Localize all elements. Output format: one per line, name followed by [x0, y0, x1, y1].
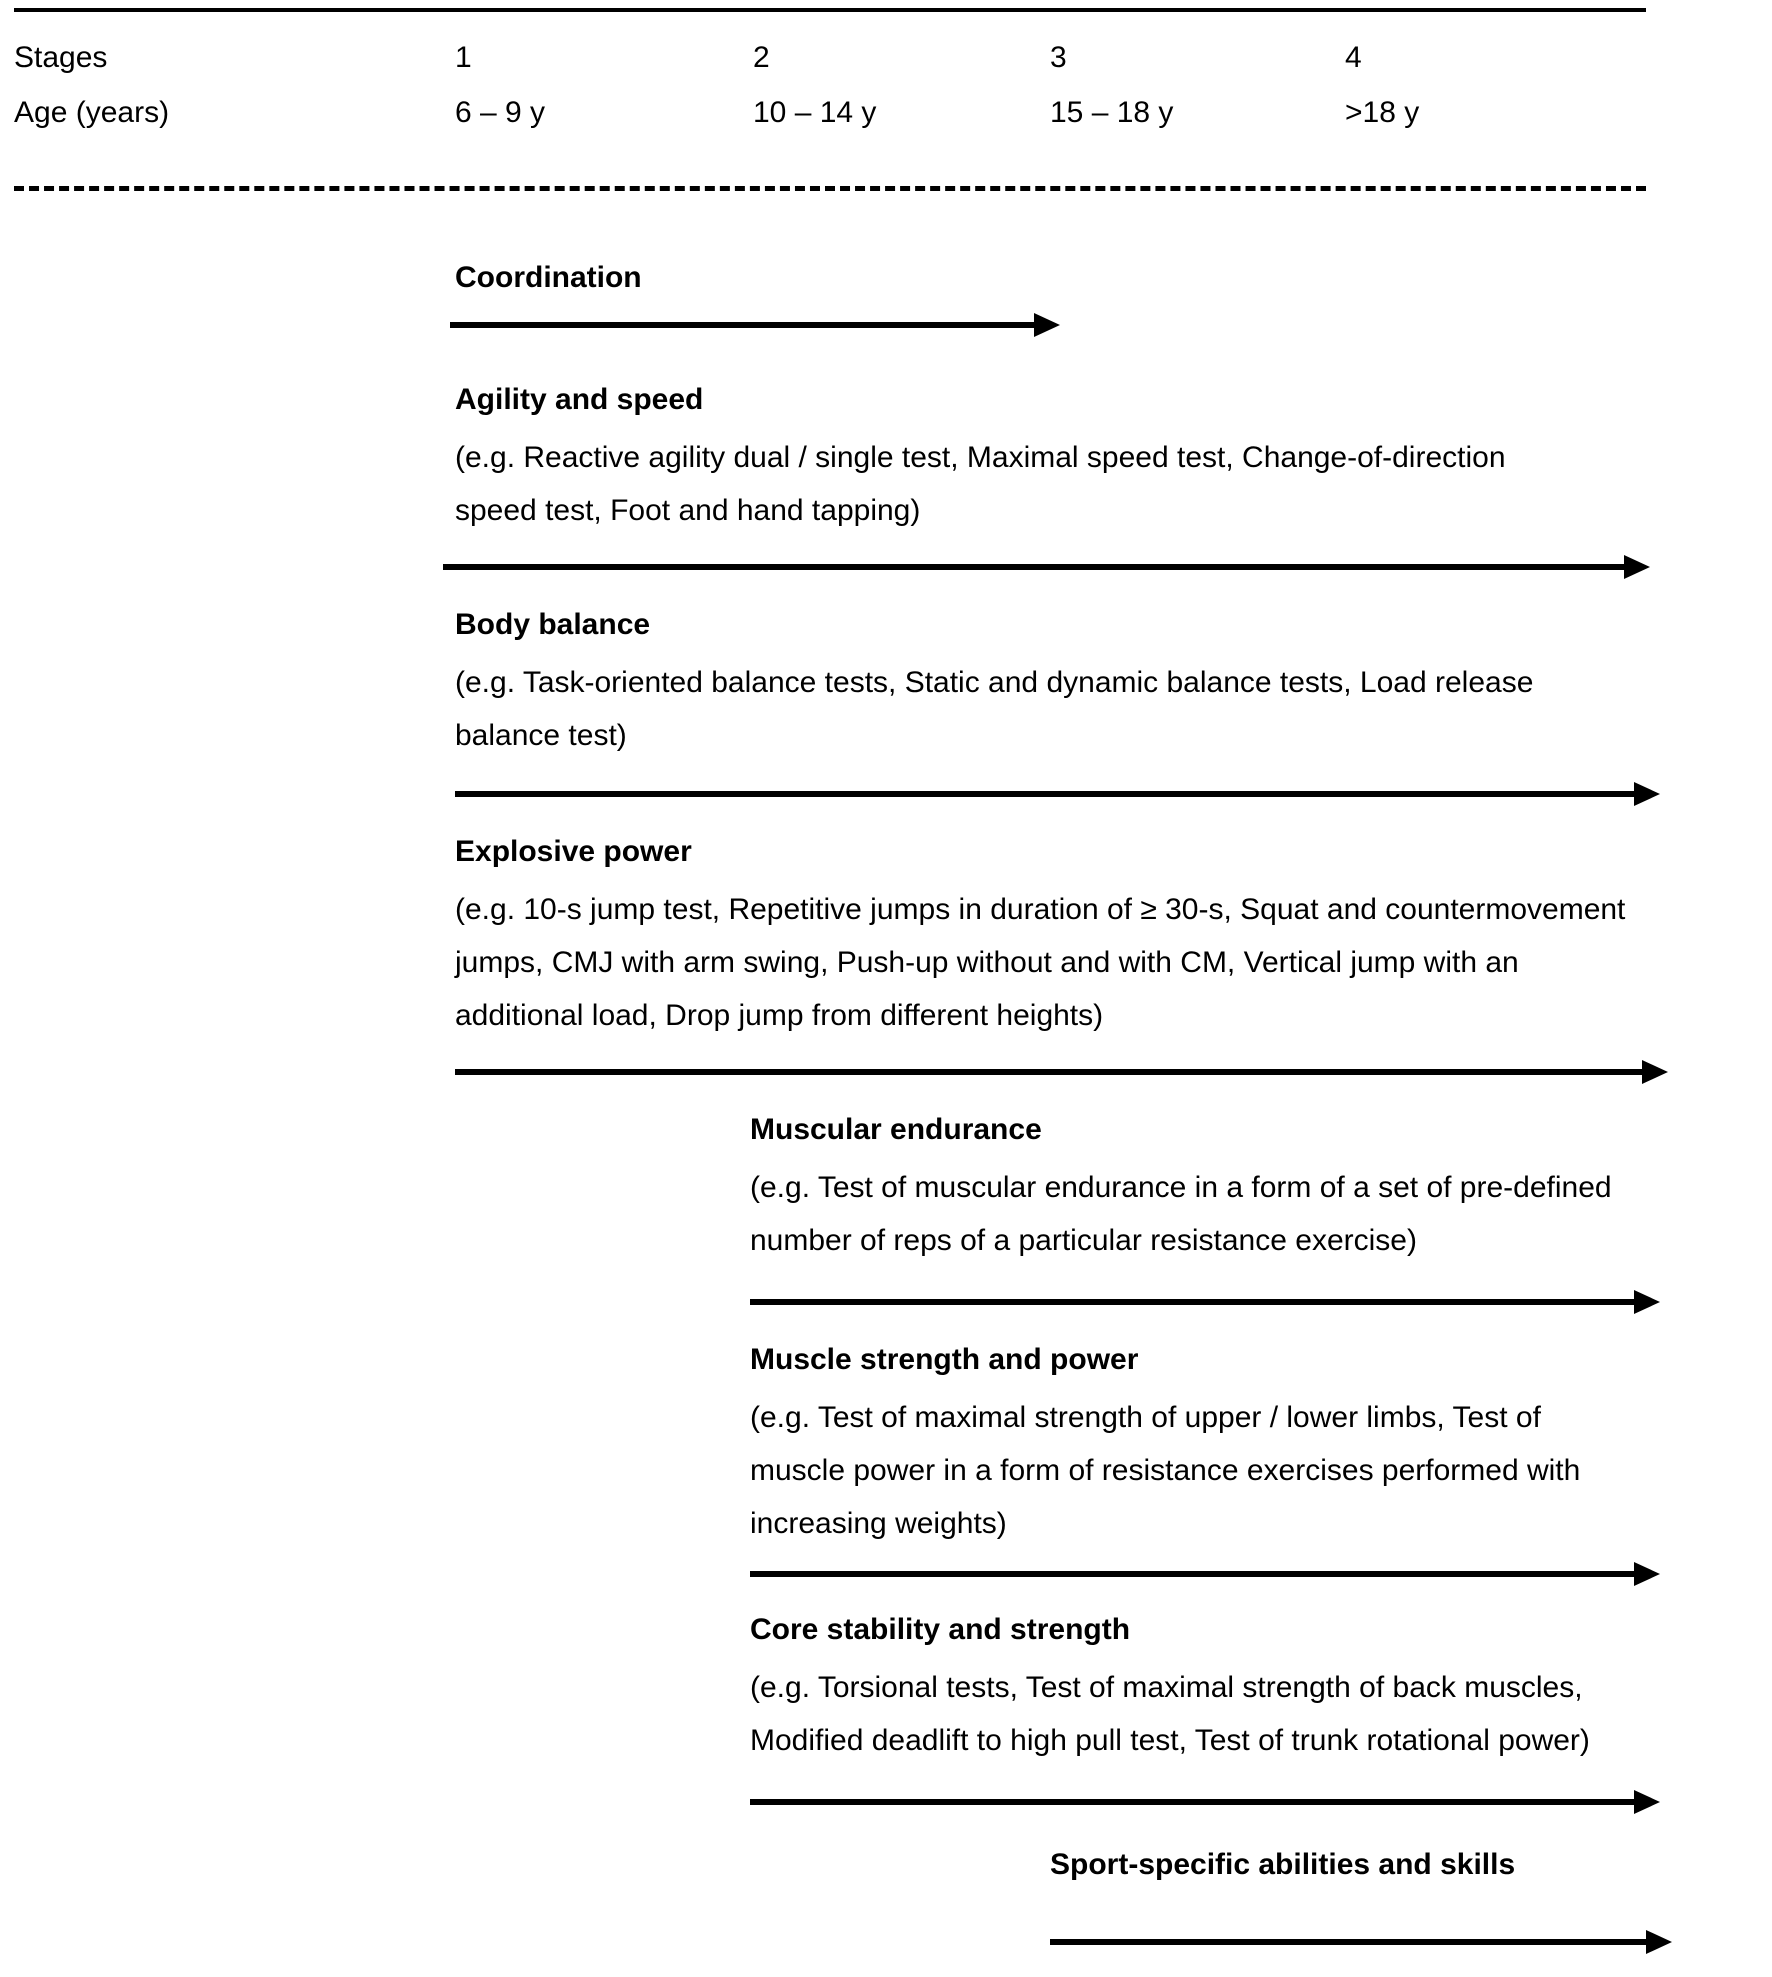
block-description-line: speed test, Foot and hand tapping): [455, 494, 921, 527]
arrow-head: [1634, 1790, 1660, 1814]
arrow-muscle-strength-and-power: [750, 1562, 1660, 1586]
block-title: Muscular endurance: [750, 1113, 1042, 1146]
arrow-shaft: [450, 322, 1034, 328]
stage-value-3: 3: [1050, 41, 1067, 74]
block-description-line: balance test): [455, 719, 627, 752]
block-description-line: increasing weights): [750, 1507, 1007, 1540]
age-value-2: 10 – 14 y: [753, 96, 877, 129]
arrow-head: [1634, 782, 1660, 806]
stage-value-2: 2: [753, 41, 770, 74]
block-description-line: (e.g. Task-oriented balance tests, Static and dynamic balance tests, Load release: [455, 666, 1534, 699]
block-title: Agility and speed: [455, 383, 704, 416]
arrow-shaft: [1050, 1939, 1646, 1945]
block-agility-and-speed: [0, 380, 1772, 537]
arrow-shaft: [443, 564, 1624, 570]
block-description-line: (e.g. Reactive agility dual / single test, Maximal speed test, Change-of-direction: [455, 441, 1506, 474]
block-body-balance: [0, 605, 1772, 762]
stage-value-4: 4: [1345, 41, 1362, 74]
block-muscle-strength-and-power: [0, 1340, 1772, 1550]
block-description-line: (e.g. Test of muscular endurance in a form of a set of pre-defined: [750, 1171, 1612, 1204]
block-description-line: (e.g. Torsional tests, Test of maximal strength of back muscles,: [750, 1671, 1583, 1704]
block-description-line: (e.g. Test of maximal strength of upper / lower limbs, Test of: [750, 1401, 1541, 1434]
block-title: Explosive power: [455, 835, 692, 868]
age-value-3: 15 – 18 y: [1050, 96, 1174, 129]
block-description-line: number of reps of a particular resistance exercise): [750, 1224, 1417, 1257]
block-coordination: [0, 258, 1772, 298]
row-label-age: Age (years): [14, 96, 170, 129]
arrow-head: [1646, 1930, 1672, 1954]
block-title: Body balance: [455, 608, 651, 641]
arrow-coordination: [450, 313, 1060, 337]
arrow-explosive-power: [455, 1060, 1668, 1084]
table-row-stages: [0, 38, 1772, 84]
block-explosive-power: [0, 832, 1772, 1042]
block-sport-specific-abilities-and-skills: [0, 1845, 1772, 1885]
row-label-stages: Stages: [14, 41, 108, 74]
arrow-body-balance: [455, 782, 1660, 806]
arrow-sport-specific-abilities-and-skills: [1050, 1930, 1672, 1954]
block-core-stability-and-strength: [0, 1610, 1772, 1767]
arrow-head: [1634, 1290, 1660, 1314]
table-row-age: [0, 93, 1772, 139]
table-bottom-dashed-rule: [14, 186, 1646, 191]
arrow-head: [1624, 555, 1650, 579]
arrow-shaft: [455, 1069, 1642, 1075]
block-description-line: (e.g. 10-s jump test, Repetitive jumps in duration of ≥ 30-s, Squat and countermovement: [455, 893, 1626, 926]
block-description-line: jumps, CMJ with arm swing, Push-up without and with CM, Vertical jump with an: [455, 946, 1519, 979]
block-description-line: additional load, Drop jump from different heights): [455, 999, 1104, 1032]
block-muscular-endurance: [0, 1110, 1772, 1267]
block-title: Core stability and strength: [750, 1613, 1131, 1646]
age-value-1: 6 – 9 y: [455, 96, 546, 129]
block-title: Muscle strength and power: [750, 1343, 1139, 1376]
block-description-line: Modified deadlift to high pull test, Test of trunk rotational power): [750, 1724, 1590, 1757]
arrow-agility-and-speed: [443, 555, 1650, 579]
arrow-head: [1634, 1562, 1660, 1586]
block-title: Sport-specific abilities and skills: [1050, 1848, 1516, 1881]
arrow-muscular-endurance: [750, 1290, 1660, 1314]
arrow-shaft: [750, 1571, 1634, 1577]
arrow-shaft: [455, 791, 1634, 797]
age-value-4: >18 y: [1345, 96, 1420, 129]
arrow-head: [1642, 1060, 1668, 1084]
arrow-shaft: [750, 1799, 1634, 1805]
arrow-shaft: [750, 1299, 1634, 1305]
arrow-core-stability-and-strength: [750, 1790, 1660, 1814]
arrow-head: [1034, 313, 1060, 337]
block-title: Coordination: [455, 261, 642, 294]
stage-value-1: 1: [455, 41, 472, 74]
table-top-rule: [14, 8, 1646, 12]
block-description-line: muscle power in a form of resistance exercises performed with: [750, 1454, 1581, 1487]
